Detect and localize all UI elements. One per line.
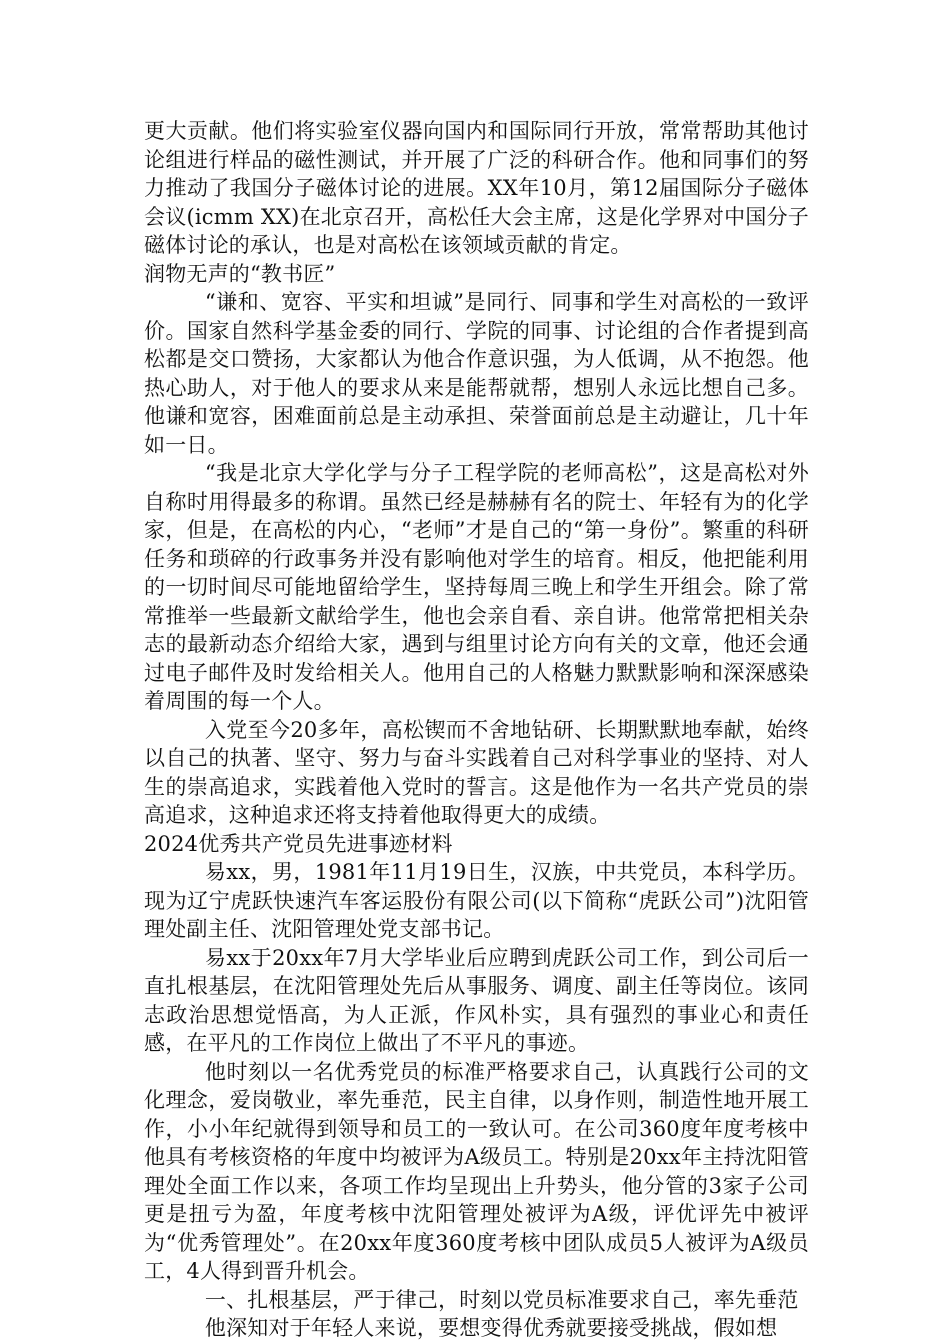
paragraph: “我是北京大学化学与分子工程学院的老师高松”，这是高松对外自称时用得最多的称谓。虽然已经是赫赫有名的院士、年轻有为的化学家，但是，在高松的内心，“老师”才是自己的“第一身份”。繁重的科研任务和琐碎的行政事务并没有影响他对学生的培育。相反，他把能利用的一切时间尽可能地留给学生，坚持每周三晚上和学生开组会。除了常常推举一些最新文献给学生，他也会亲自看、亲自讲。他常常把相关杂志的最新动态介绍给大家，遇到与组里讨论方向有关的文章，他还会通过电子邮件及时发给相关人。他用自己的人格魅力默默影响和深深感染着周围的每一个人。 <box>144 461 809 713</box>
paragraph: 易xx于20xx年7月大学毕业后应聘到虎跃公司工作，到公司后一直扎根基层，在沈阳管理处先后从事服务、调度、副主任等岗位。该同志政治思想觉悟高，为人正派，作风朴实，具有强烈的事业心和责任感，在平凡的工作岗位上做出了不平凡的事迹。 <box>144 945 809 1055</box>
paragraph: 他时刻以一名优秀党员的标准严格要求自己，认真践行公司的文化理念，爱岗敬业，率先垂范，民主自律，以身作则，制造性地开展工作，小小年纪就得到领导和员工的一致认可。在公司360度年度考核中他具有考核资格的年度中均被评为A级员工。特别是20xx年主持沈阳管理处全面工作以来，各项工作均呈现出上升势头，他分管的3家子公司更是扭亏为盈，年度考核中沈阳管理处被评为A级，评优评先中被评为“优秀管理处”。在20xx年度360度考核中团队成员5人被评为A级员工，4人得到晋升机会。 <box>144 1059 809 1283</box>
document-body <box>144 117 809 1343</box>
section-heading-grassroots: 一、扎根基层，严于律己，时刻以党员标准要求自己，率先垂范 <box>204 1287 799 1312</box>
paragraph: 他深知对于年轻人来说，要想变得优秀就要接受挑战，假如想 <box>204 1316 778 1340</box>
paragraph-continuation: 更大贡献。他们将实验室仪器向国内和国际同行开放，常常帮助其他讨论组进行样品的磁性测试，并开展了广泛的科研合作。他和同事们的努力推动了我国分子磁体讨论的进展。XX年10月，第12届国际分子磁体会议(icmm XX)在北京召开，高松任大会主席，这是化学界对中国分子磁体讨论的承认，也是对高松在该领域贡献的肯定。 <box>144 119 809 257</box>
paragraph: “谦和、宽容、平实和坦诚”是同行、同事和学生对高松的一致评价。国家自然科学基金委的同行、学院的同事、讨论组的合作者提到高松都是交口赞扬，大家都认为他合作意识强，为人低调，从不抱怨。他热心助人，对于他人的要求从来是能帮就帮，想别人永远比想自己多。他谦和宽容，困难面前总是主动承担、荣誉面前总是主动避让，几十年如一日。 <box>144 290 809 457</box>
section-heading-title: 2024优秀共产党员先进事迹材料 <box>144 831 453 856</box>
section-heading-teacher: 润物无声的“教书匠” <box>144 261 336 286</box>
paragraph: 易xx，男，1981年11月19日生，汉族，中共党员，本科学历。现为辽宁虎跃快速汽车客运股份有限公司(以下简称“虎跃公司”)沈阳管理处副主任、沈阳管理处党支部书记。 <box>144 860 809 941</box>
paragraph: 入党至今20多年，高松锲而不舍地钻研、长期默默地奉献，始终以自己的执著、坚守、努力与奋斗实践着自己对科学事业的坚持、对人生的崇高追求，实践着他入党时的誓言。这是他作为一名共产党员的崇高追求，这种追求还将支持着他取得更大的成绩。 <box>144 717 809 827</box>
